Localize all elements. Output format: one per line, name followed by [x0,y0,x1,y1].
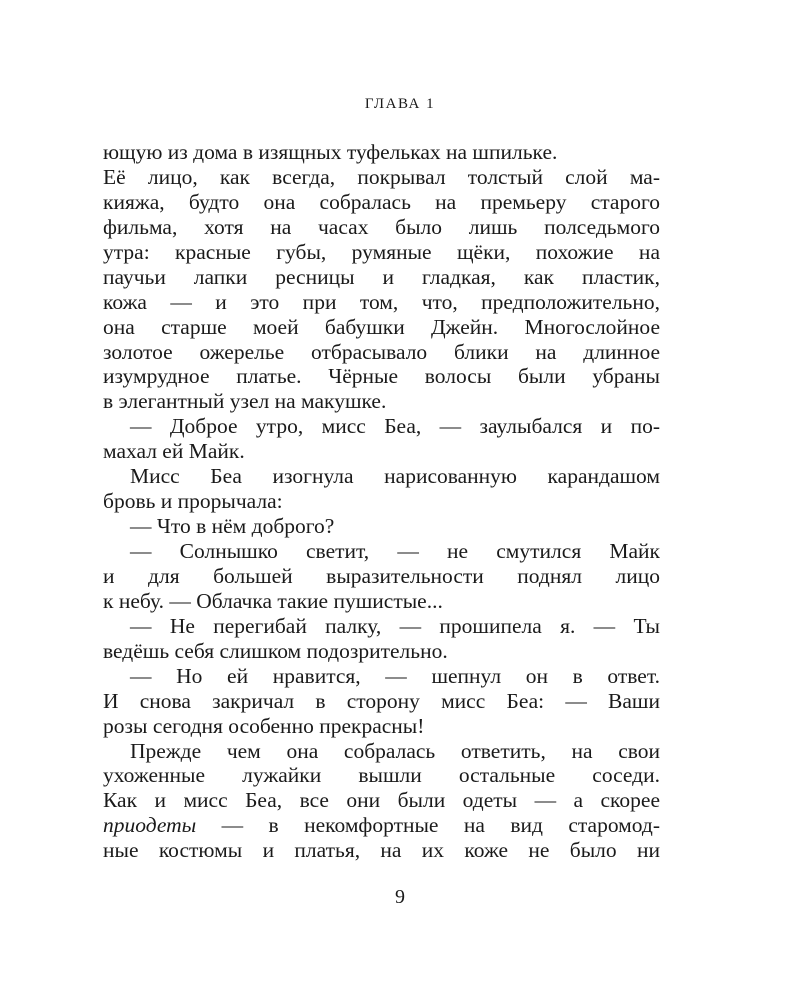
text-line: — Доброе утро, мисс Беа, — заулыбался и по- [130,414,660,439]
text-line: к небу. — Облачка такие пушистые... [103,588,443,613]
text-line: Прежде чем она собралась ответить, на свои [130,738,660,763]
text-line: кияжа, будто она собралась на премьеру старого [103,189,660,214]
italic-word: приодеты [103,813,197,838]
text-line: Её лицо, как всегда, покрывал толстый слой ма- [103,164,660,189]
text-line: паучьи лапки ресницы и гладкая, как пластик, [103,264,660,289]
text-line [103,813,660,838]
line-rest: — в некомфортные на вид старомод- [196,813,660,838]
text-line: и для большей выразительности поднял лицо [103,563,660,588]
text-line: Мисс Беа изогнула нарисованную карандашом [130,464,660,489]
text-line: ухоженные лужайки вышли остальные соседи. [103,763,660,788]
text-line: — Что в нём доброго? [130,514,335,539]
text-line: утра: красные губы, румяные щёки, похожие на [103,239,660,264]
text-line: золотое ожерелье отбрасывало блики на длинное [103,339,660,364]
running-head: ГЛАВА 1 [364,96,436,112]
text-line: И снова закричал в сторону мисс Беа: — Ваши [103,688,660,713]
text-line: ные костюмы и платья, на их коже не было ни [103,838,660,863]
page-number: 9 [395,886,405,908]
text-line: в элегантный узел на макушке. [103,389,387,414]
text-line: бровь и прорычала: [103,489,283,514]
text-line: — Не перегибай палку, — прошипела я. — Ты [130,613,660,638]
text-line: розы сегодня особенно прекрасны! [103,713,425,738]
text-line: изумрудное платье. Чёрные волосы были убраны [103,364,660,389]
text-line: — Но ей нравится, — шепнул он в ответ. [130,663,660,688]
text-line: ющую из дома в изящных туфельках на шпильке. [103,140,558,164]
text-line: — Солнышко светит, — не смутился Майк [130,539,660,563]
text-line: Как и мисс Беа, все они были одеты — а скорее [103,788,660,813]
text-line: кожа — и это при том, что, предположительно, [103,289,660,314]
text-line: махал ей Майк. [103,439,245,464]
text-line: она старше моей бабушки Джейн. Многослойное [103,314,660,339]
text-line: фильма, хотя на часах было лишь полседьмого [103,214,660,239]
text-line: ведёшь себя слишком подозрительно. [103,638,448,663]
body-text [103,140,660,863]
